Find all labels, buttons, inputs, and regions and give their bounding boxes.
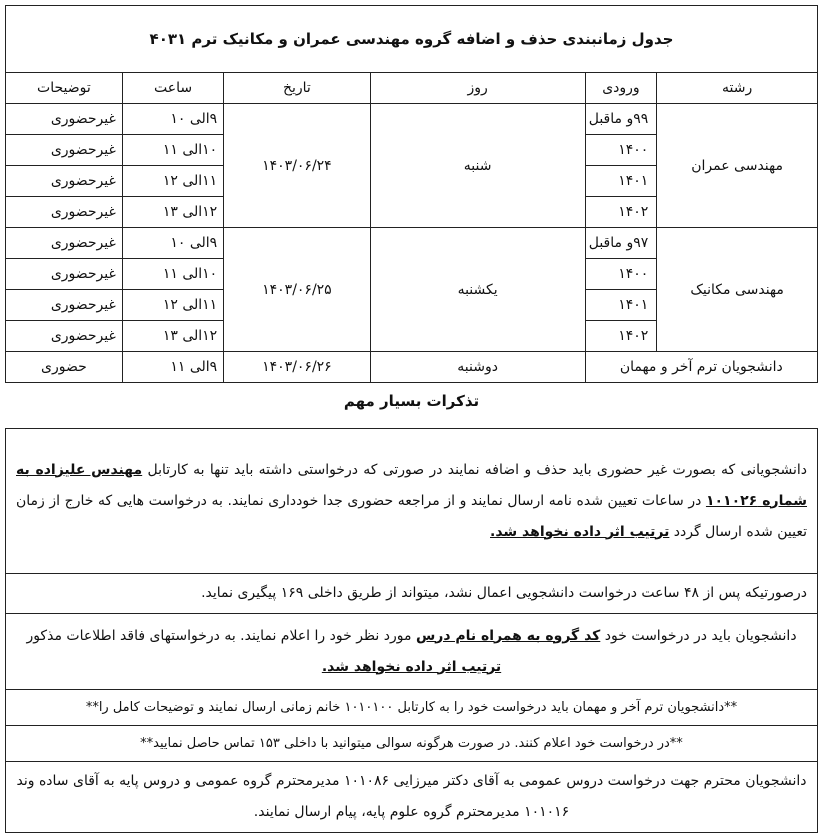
field-cell: مهندسی عمران (657, 104, 818, 228)
note-paragraph-3 (6, 614, 818, 690)
header-entry: ورودی (585, 73, 657, 104)
note-cell: غیرحضوری (6, 259, 123, 290)
time-cell: ۱۰الی ۱۱ (122, 135, 223, 166)
time-cell: ۱۱الی ۱۲ (122, 290, 223, 321)
note-text: مورد نظر خود را اعلام نمایند. به درخواستهای فاقد اطلاعات مذکور (26, 627, 416, 644)
entry-cell: ۱۴۰۱ (585, 166, 657, 197)
header-date: تاریخ (224, 73, 370, 104)
notes-title: تذکرات بسیار مهم (343, 392, 480, 410)
entry-cell: ۱۴۰۱ (585, 290, 657, 321)
entry-cell: ۱۴۰۲ (585, 197, 657, 228)
note-cell: حضوری (6, 352, 123, 383)
table-row (6, 104, 818, 135)
note-cell: غیرحضوری (6, 321, 123, 352)
note-emphasis: مهندس علیزاده به شماره ۱۰۱۰۲۶ (16, 461, 808, 509)
day-cell: شنبه (370, 104, 585, 228)
entry-cell: ۱۴۰۰ (585, 135, 657, 166)
note-paragraph-4: **دانشجویان ترم آخر و مهمان باید درخواست خود را به کارتابل ۱۰۱۰۱۰۰ خانم زمانی ارسال نمایند و توضیحات کامل را** (6, 690, 818, 726)
time-cell: ۱۱الی ۱۲ (122, 166, 223, 197)
note-cell: غیرحضوری (6, 166, 123, 197)
table-row (6, 352, 818, 383)
note-paragraph-6: دانشجویان محترم جهت درخواست دروس عمومی به آقای دکتر میرزایی ۱۰۱۰۸۶ مدیرمحترم گروه عمومی و دروس پایه به آقای ساده وند ۱۰۱۰۱۶ مدیرمحترم گروه علوم پایه، پیام ارسال نمایند. (6, 762, 818, 833)
field-cell: مهندسی مکانیک (657, 228, 818, 352)
schedule-table (5, 5, 818, 383)
note-emphasis: ترتیب اثر داده نخواهد شد. (321, 658, 502, 675)
header-time: ساعت (122, 73, 223, 104)
note-text: دانشجویانی که بصورت غیر حضوری باید حذف و اضافه نمایند در صورتی که درخواستی داشته باید تنها به کارتابل (142, 461, 808, 478)
page-title: جدول زمانبندی حذف و اضافه گروه مهندسی عمران و مکانیک ترم ۴۰۳۱ (6, 6, 818, 73)
header-day: روز (370, 73, 585, 104)
entry-cell: ۹۷و ماقبل (585, 228, 657, 259)
date-cell: ۱۴۰۳/۰۶/۲۶ (224, 352, 370, 383)
day-cell: دوشنبه (370, 352, 585, 383)
date-cell: ۱۴۰۳/۰۶/۲۴ (224, 104, 370, 228)
table-header-row (6, 73, 818, 104)
time-cell: ۱۰الی ۱۱ (122, 259, 223, 290)
note-text: دانشجویان باید در درخواست خود (600, 627, 797, 644)
date-cell: ۱۴۰۳/۰۶/۲۵ (224, 228, 370, 352)
note-cell: غیرحضوری (6, 104, 123, 135)
notes-table (5, 428, 818, 833)
note-cell: غیرحضوری (6, 290, 123, 321)
note-paragraph-5: **در درخواست خود اعلام کنند. در صورت هرگونه سوالی میتوانید با داخلی ۱۵۳ تماس حاصل نمایید** (6, 726, 818, 762)
table-row (6, 228, 818, 259)
time-cell: ۱۲الی ۱۳ (122, 321, 223, 352)
time-cell: ۹الی ۱۰ (122, 104, 223, 135)
note-text: در ساعات تعیین شده نامه ارسال نمایند و از مراجعه حضوری جدا خودداری نمایند. به درخواست هایی که خارج از زمان تعیین شده ارسال گردد (16, 492, 807, 540)
note-paragraph-2: درصورتیکه پس از ۴۸ ساعت درخواست دانشجویی اعمال نشد، میتواند از طریق داخلی ۱۶۹ پیگیری نماید. (6, 574, 818, 614)
note-paragraph-1 (6, 429, 818, 574)
entry-cell: ۱۴۰۰ (585, 259, 657, 290)
day-cell: یکشنبه (370, 228, 585, 352)
last-row-label: دانشجویان ترم آخر و مهمان (585, 352, 817, 383)
note-emphasis: ترتیب اثر داده نخواهد شد. (490, 523, 670, 540)
note-cell: غیرحضوری (6, 228, 123, 259)
time-cell: ۹الی ۱۱ (122, 352, 223, 383)
note-cell: غیرحضوری (6, 197, 123, 228)
header-notes: توضیحات (6, 73, 123, 104)
entry-cell: ۱۴۰۲ (585, 321, 657, 352)
note-cell: غیرحضوری (6, 135, 123, 166)
header-field: رشته (657, 73, 818, 104)
entry-cell: ۹۹و ماقبل (585, 104, 657, 135)
time-cell: ۹الی ۱۰ (122, 228, 223, 259)
note-emphasis: کد گروه به همراه نام درس (415, 627, 601, 644)
time-cell: ۱۲الی ۱۳ (122, 197, 223, 228)
